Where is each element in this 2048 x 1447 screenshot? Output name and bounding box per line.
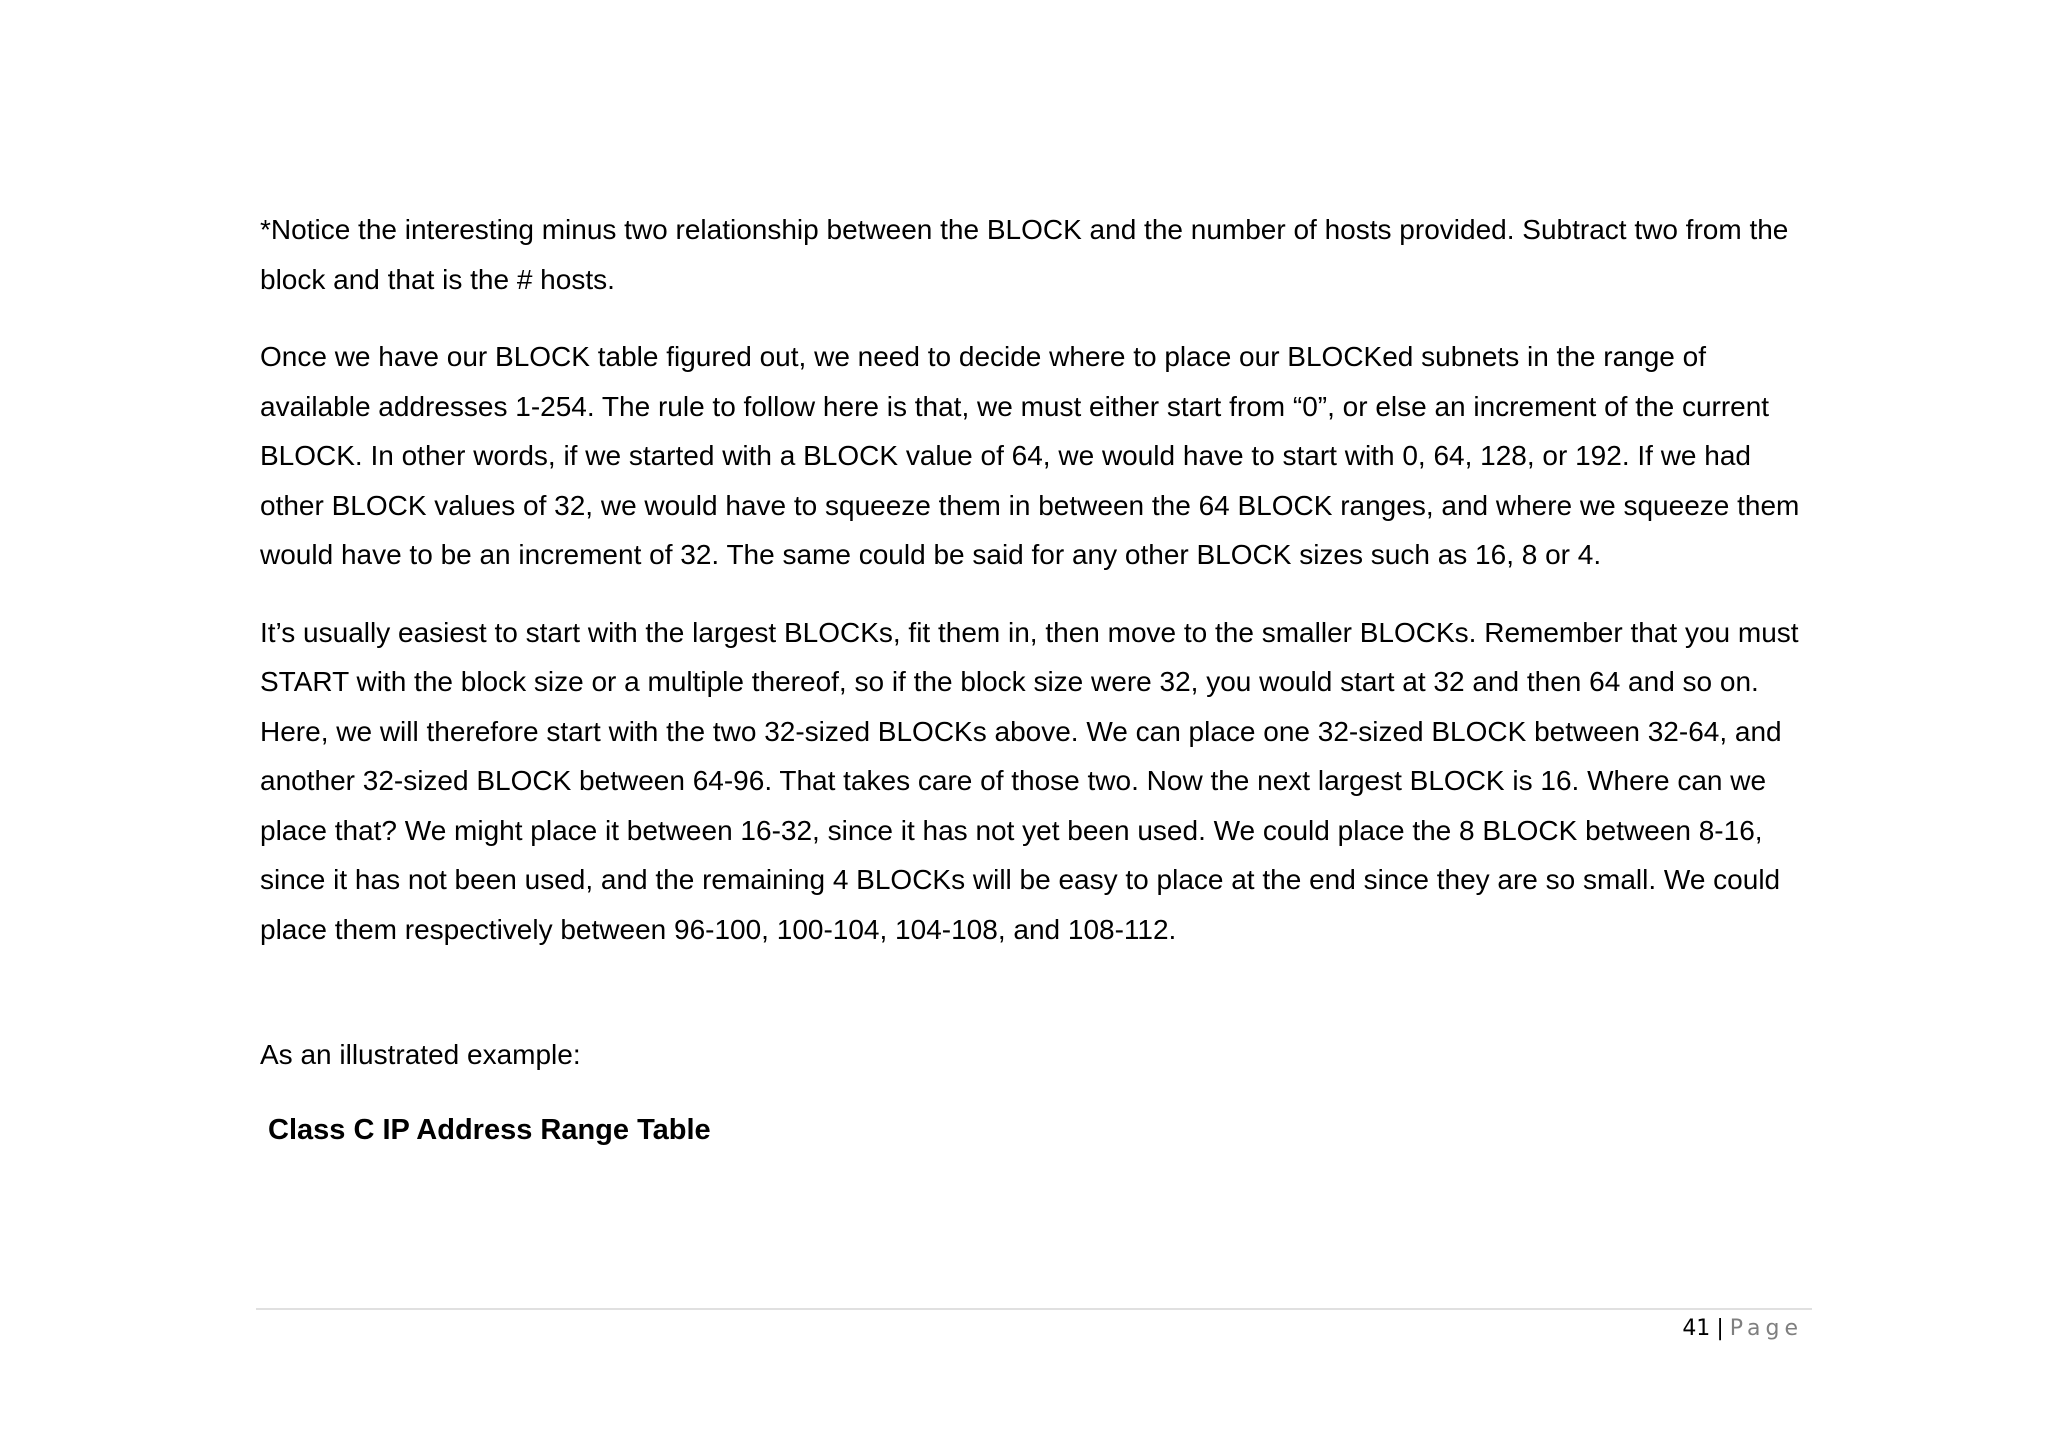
paragraph-illustrated-example: As an illustrated example: [260, 1039, 581, 1070]
paragraph-block-hosts-note: *Notice the interesting minus two relationship between the BLOCK and the number of hosts provided. Subtract two from the block and that is the # hosts. [260, 214, 1789, 295]
paragraph-block-placement-rule: Once we have our BLOCK table figured out, we need to decide where to place our BLOCKed subnets in the range of available addresses 1-254. The rule to follow here is that, we must either start from “0”, or else an increment of the current BLOCK. In other words, if we started with a BLOCK value of 64, we would have to start with 0, 64, 128, or 192. If we had other BLOCK values of 32, we would have to squeeze them in between the 64 BLOCK ranges, and where we squeeze them would have to be an increment of 32. The same could be said for any other BLOCK sizes such as 16, 8 or 4. [260, 341, 1800, 570]
paragraph-largest-blocks-first: It’s usually easiest to start with the largest BLOCKs, fit them in, then move to the smaller BLOCKs. Remember that you must START with the block size or a multiple thereof, so if the block size were 32, you would start at 32 and then 64 and so on. Here, we will therefore start with the two 32-sized BLOCKs above. We can place one 32-sized BLOCK between 32-64, and another 32-sized BLOCK between 64-96. That takes care of those two. Now the next largest BLOCK is 16. Where can we place that? We might place it between 16-32, since it has not yet been used. We could place the 8 BLOCK between 8-16, since it has not been used, and the remaining 4 BLOCKs will be easy to place at the end since they are so small. We could place them respectively between 96-100, 100-104, 104-108, and 108-112. [260, 616, 1799, 945]
page-footer [1682, 1314, 1803, 1344]
footer-divider [256, 1308, 1812, 1310]
page-label: Page [1729, 1316, 1803, 1341]
table-heading: Class C IP Address Range Table [268, 1113, 711, 1146]
page-number: 41 [1682, 1316, 1711, 1341]
document-body [260, 205, 1812, 1155]
page-separator: | [1716, 1316, 1724, 1341]
